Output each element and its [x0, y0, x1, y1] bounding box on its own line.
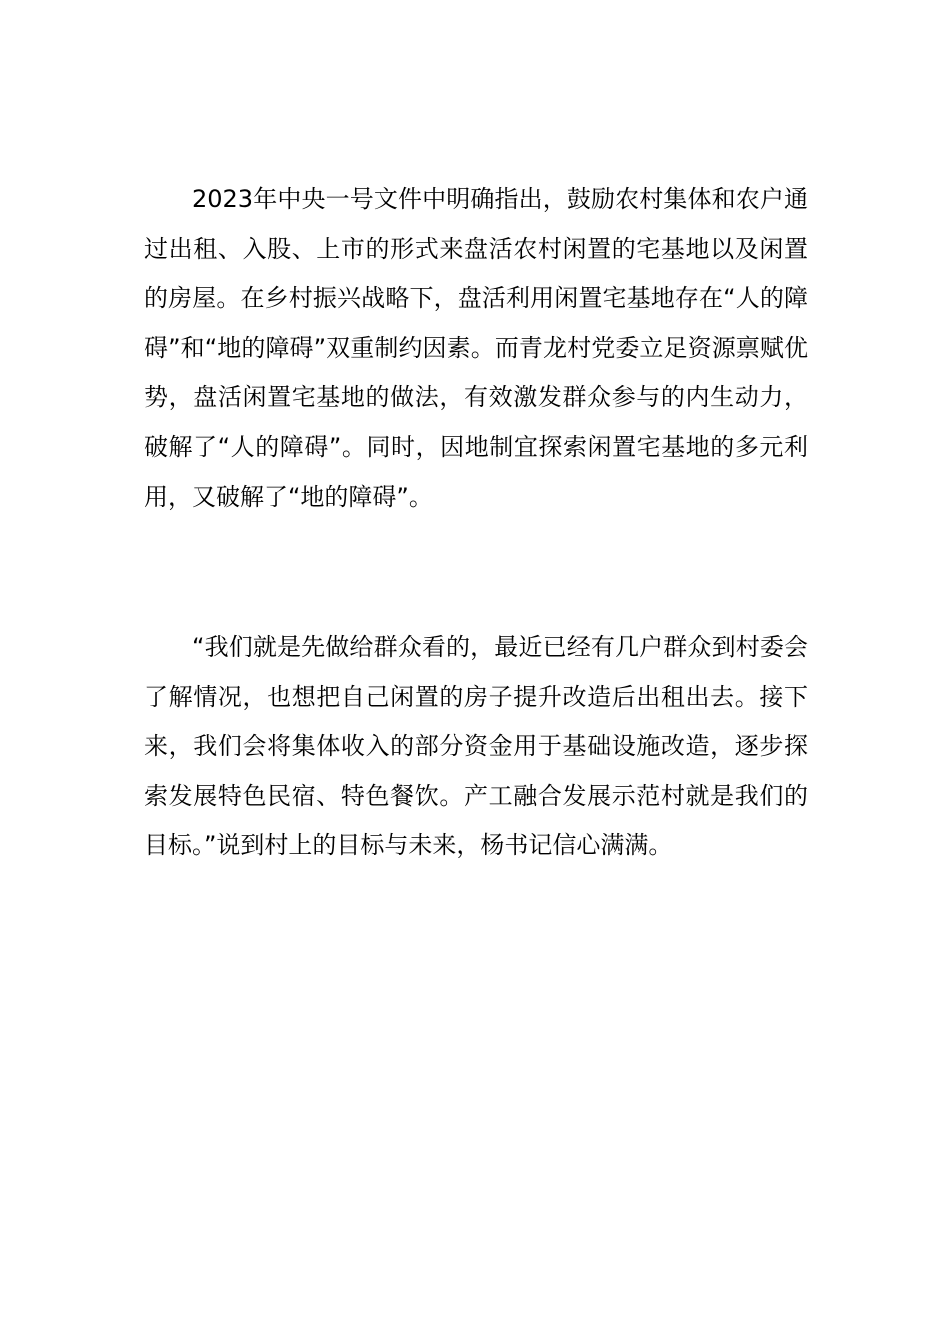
body-paragraph: “我们就是先做给群众看的，最近已经有几户群众到村委会了解情况，也想把自己闲置的房子提升改造后出租出去。接下来，我们会将集体收入的部分资金用于基础设施改造，逐步探索发展特色民宿、特色餐饮。产工融合发展示范村就是我们的目标。”说到村上的目标与未来，杨书记信心满满。 [144, 633, 808, 860]
body-paragraph: 2023年中央一号文件中明确指出，鼓励农村集体和农户通过出租、入股、上市的形式来盘活农村闲置的宅基地以及闲置的房屋。在乡村振兴战略下，盘活利用闲置宅基地存在“人的障碍”和“地的障碍”双重制约因素。而青龙村党委立足资源禀赋优势，盘活闲置宅基地的做法，有效激发群众参与的内生动力，破解了“人的障碍”。同时，因地制宜探索闲置宅基地的多元利用，又破解了“地的障碍”。 [144, 185, 808, 511]
